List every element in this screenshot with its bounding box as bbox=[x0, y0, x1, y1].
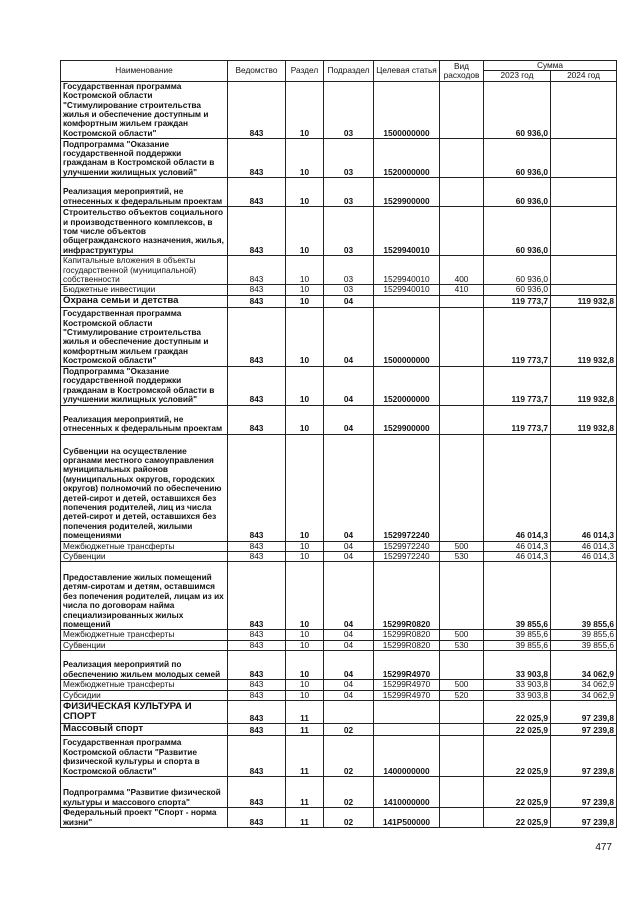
row-exptype bbox=[440, 562, 484, 630]
row-dept: 843 bbox=[228, 640, 286, 650]
row-exptype: 410 bbox=[440, 285, 484, 295]
row-name: ФИЗИЧЕСКАЯ КУЛЬТУРА И СПОРТ bbox=[61, 701, 228, 724]
table-row bbox=[61, 81, 617, 138]
row-name: Массовый спорт bbox=[61, 724, 228, 736]
row-name: Охрана семьи и детства bbox=[61, 295, 228, 307]
row-subsection: 04 bbox=[324, 541, 374, 551]
table-row bbox=[61, 562, 617, 630]
row-exptype bbox=[440, 307, 484, 366]
row-section: 10 bbox=[286, 366, 324, 405]
row-sum-2023: 39 855,6 bbox=[484, 640, 551, 650]
budget-table bbox=[60, 60, 617, 828]
row-section: 11 bbox=[286, 776, 324, 807]
table-row bbox=[61, 178, 617, 207]
row-sum-2024: 97 239,8 bbox=[551, 776, 617, 807]
row-subsection: 03 bbox=[324, 256, 374, 285]
row-exptype bbox=[440, 651, 484, 680]
row-dept: 843 bbox=[228, 285, 286, 295]
table-row bbox=[61, 630, 617, 640]
row-dept: 843 bbox=[228, 295, 286, 307]
col-dept-header: Ведомство bbox=[228, 61, 286, 82]
row-target: 1500000000 bbox=[374, 307, 440, 366]
row-target: 1520000000 bbox=[374, 139, 440, 178]
row-name: Реализация мероприятий по обеспечению жильем молодых семей bbox=[61, 651, 228, 680]
col-section-header: Раздел bbox=[286, 61, 324, 82]
row-sum-2024: 97 239,8 bbox=[551, 724, 617, 736]
row-exptype bbox=[440, 807, 484, 827]
row-sum-2024: 39 855,6 bbox=[551, 640, 617, 650]
row-section: 10 bbox=[286, 434, 324, 541]
row-sum-2024 bbox=[551, 81, 617, 138]
row-subsection bbox=[324, 701, 374, 724]
row-dept: 843 bbox=[228, 139, 286, 178]
row-sum-2024: 39 855,6 bbox=[551, 562, 617, 630]
row-sum-2023: 22 025,9 bbox=[484, 735, 551, 776]
row-name: Строительство объектов социального и производственного комплексов, в том числе объектов общегражданского назначения, жилья, инфраструктуры bbox=[61, 207, 228, 256]
row-name: Государственная программа Костромской области "Развитие физической культуры и спорта в Костромской области" bbox=[61, 735, 228, 776]
row-subsection: 04 bbox=[324, 640, 374, 650]
row-section: 10 bbox=[286, 552, 324, 562]
row-sum-2023: 39 855,6 bbox=[484, 562, 551, 630]
row-sum-2024: 39 855,6 bbox=[551, 630, 617, 640]
row-name: Государственная программа Костромской области "Стимулирование строительства жилья и обеспечение доступным и комфортным жильем граждан Костромской области" bbox=[61, 307, 228, 366]
table-row bbox=[61, 701, 617, 724]
table-row bbox=[61, 307, 617, 366]
row-sum-2024 bbox=[551, 178, 617, 207]
row-target: 1529940010 bbox=[374, 207, 440, 256]
row-target: 1520000000 bbox=[374, 366, 440, 405]
row-exptype: 500 bbox=[440, 541, 484, 551]
row-sum-2024 bbox=[551, 139, 617, 178]
row-dept: 843 bbox=[228, 735, 286, 776]
row-subsection: 03 bbox=[324, 178, 374, 207]
row-sum-2023: 60 936,0 bbox=[484, 139, 551, 178]
table-row bbox=[61, 405, 617, 434]
row-exptype: 500 bbox=[440, 680, 484, 690]
table-row bbox=[61, 256, 617, 285]
row-name: Подпрограмма "Оказание государственной поддержки гражданам в Костромской области в улучшении жилищных условий" bbox=[61, 139, 228, 178]
row-sum-2023: 119 773,7 bbox=[484, 295, 551, 307]
row-sum-2023: 46 014,3 bbox=[484, 552, 551, 562]
row-dept: 843 bbox=[228, 207, 286, 256]
row-name: Федеральный проект "Спорт - норма жизни" bbox=[61, 807, 228, 827]
row-exptype bbox=[440, 81, 484, 138]
row-dept: 843 bbox=[228, 434, 286, 541]
table-row bbox=[61, 552, 617, 562]
row-target bbox=[374, 701, 440, 724]
row-section: 11 bbox=[286, 724, 324, 736]
row-sum-2023: 46 014,3 bbox=[484, 434, 551, 541]
row-exptype bbox=[440, 178, 484, 207]
row-section: 10 bbox=[286, 139, 324, 178]
row-sum-2023: 60 936,0 bbox=[484, 285, 551, 295]
row-sum-2024: 46 014,3 bbox=[551, 541, 617, 551]
row-dept: 843 bbox=[228, 562, 286, 630]
row-subsection: 02 bbox=[324, 807, 374, 827]
row-dept: 843 bbox=[228, 724, 286, 736]
row-name: Межбюджетные трансферты bbox=[61, 541, 228, 551]
row-sum-2023: 33 903,8 bbox=[484, 690, 551, 700]
row-section: 10 bbox=[286, 285, 324, 295]
row-sum-2024: 97 239,8 bbox=[551, 807, 617, 827]
row-target: 1529972240 bbox=[374, 541, 440, 551]
row-section: 10 bbox=[286, 405, 324, 434]
row-section: 11 bbox=[286, 735, 324, 776]
row-name: Субсидии bbox=[61, 690, 228, 700]
row-target: 15299R0820 bbox=[374, 640, 440, 650]
row-target: 1529940010 bbox=[374, 256, 440, 285]
row-sum-2023: 22 025,9 bbox=[484, 724, 551, 736]
row-subsection: 04 bbox=[324, 562, 374, 630]
row-target: 15299R4970 bbox=[374, 690, 440, 700]
row-sum-2024: 34 062,9 bbox=[551, 680, 617, 690]
col-subsection-header: Подраздел bbox=[324, 61, 374, 82]
row-section: 10 bbox=[286, 680, 324, 690]
row-exptype bbox=[440, 139, 484, 178]
row-sum-2024: 46 014,3 bbox=[551, 552, 617, 562]
col-sum-header: Сумма bbox=[484, 61, 617, 71]
row-sum-2023: 60 936,0 bbox=[484, 256, 551, 285]
row-name: Субвенции на осуществление органами местного самоуправления муниципальных районов (муниципальных округов, городских округов) полномочий по обеспечению детей-сирот и детей, оставшихся без попечения родителей, лиц из числа детей-сирот и детей, оставшихся без попечения родителей, жилыми помещениями bbox=[61, 434, 228, 541]
row-sum-2024: 46 014,3 bbox=[551, 434, 617, 541]
row-subsection: 02 bbox=[324, 735, 374, 776]
col-year1-header: 2023 год bbox=[484, 71, 551, 81]
row-exptype: 530 bbox=[440, 552, 484, 562]
table-row bbox=[61, 735, 617, 776]
row-exptype: 400 bbox=[440, 256, 484, 285]
col-name-header: Наименование bbox=[61, 61, 228, 82]
table-row bbox=[61, 724, 617, 736]
table-row bbox=[61, 434, 617, 541]
row-subsection: 04 bbox=[324, 366, 374, 405]
row-sum-2024: 97 239,8 bbox=[551, 701, 617, 724]
row-sum-2024: 119 932,8 bbox=[551, 405, 617, 434]
row-dept: 843 bbox=[228, 701, 286, 724]
row-dept: 843 bbox=[228, 81, 286, 138]
row-subsection: 02 bbox=[324, 776, 374, 807]
row-sum-2023: 39 855,6 bbox=[484, 630, 551, 640]
row-name: Подпрограмма "Развитие физической культуры и массового спорта" bbox=[61, 776, 228, 807]
row-sum-2023: 22 025,9 bbox=[484, 807, 551, 827]
row-subsection: 04 bbox=[324, 405, 374, 434]
page-number: 477 bbox=[595, 842, 612, 853]
row-exptype bbox=[440, 724, 484, 736]
row-exptype bbox=[440, 776, 484, 807]
row-subsection: 03 bbox=[324, 81, 374, 138]
row-name: Бюджетные инвестиции bbox=[61, 285, 228, 295]
row-target bbox=[374, 724, 440, 736]
row-subsection: 04 bbox=[324, 295, 374, 307]
row-dept: 843 bbox=[228, 680, 286, 690]
row-sum-2024 bbox=[551, 285, 617, 295]
row-sum-2023: 119 773,7 bbox=[484, 405, 551, 434]
row-exptype bbox=[440, 405, 484, 434]
row-sum-2024: 119 932,8 bbox=[551, 307, 617, 366]
table-row bbox=[61, 807, 617, 827]
row-subsection: 04 bbox=[324, 307, 374, 366]
row-section: 10 bbox=[286, 295, 324, 307]
row-target: 141P500000 bbox=[374, 807, 440, 827]
row-target bbox=[374, 295, 440, 307]
row-dept: 843 bbox=[228, 552, 286, 562]
row-sum-2023: 22 025,9 bbox=[484, 776, 551, 807]
row-target: 1529940010 bbox=[374, 285, 440, 295]
row-section: 10 bbox=[286, 562, 324, 630]
row-section: 10 bbox=[286, 256, 324, 285]
row-target: 15299R0820 bbox=[374, 630, 440, 640]
row-sum-2023: 33 903,8 bbox=[484, 651, 551, 680]
row-exptype bbox=[440, 295, 484, 307]
row-exptype bbox=[440, 701, 484, 724]
table-row bbox=[61, 295, 617, 307]
row-target: 1500000000 bbox=[374, 81, 440, 138]
row-section: 11 bbox=[286, 701, 324, 724]
row-sum-2024: 119 932,8 bbox=[551, 295, 617, 307]
row-subsection: 02 bbox=[324, 724, 374, 736]
col-target-header: Целевая статья bbox=[374, 61, 440, 82]
row-sum-2024: 34 062,9 bbox=[551, 690, 617, 700]
row-target: 15299R4970 bbox=[374, 651, 440, 680]
row-exptype: 530 bbox=[440, 640, 484, 650]
row-section: 10 bbox=[286, 307, 324, 366]
row-name: Реализация мероприятий, не отнесенных к федеральным проектам bbox=[61, 405, 228, 434]
row-exptype bbox=[440, 207, 484, 256]
row-target: 1529900000 bbox=[374, 178, 440, 207]
row-dept: 843 bbox=[228, 178, 286, 207]
row-section: 10 bbox=[286, 178, 324, 207]
row-name: Межбюджетные трансферты bbox=[61, 630, 228, 640]
row-subsection: 03 bbox=[324, 285, 374, 295]
row-dept: 843 bbox=[228, 541, 286, 551]
row-sum-2023: 22 025,9 bbox=[484, 701, 551, 724]
row-sum-2024 bbox=[551, 256, 617, 285]
row-dept: 843 bbox=[228, 807, 286, 827]
row-sum-2023: 119 773,7 bbox=[484, 366, 551, 405]
table-row bbox=[61, 541, 617, 551]
row-name: Капитальные вложения в объекты государственной (муниципальной) собственности bbox=[61, 256, 228, 285]
row-subsection: 04 bbox=[324, 651, 374, 680]
row-target: 1400000000 bbox=[374, 735, 440, 776]
row-subsection: 04 bbox=[324, 630, 374, 640]
row-subsection: 04 bbox=[324, 552, 374, 562]
row-dept: 843 bbox=[228, 651, 286, 680]
table-body bbox=[61, 81, 617, 827]
row-section: 10 bbox=[286, 640, 324, 650]
row-dept: 843 bbox=[228, 256, 286, 285]
table-row bbox=[61, 690, 617, 700]
row-exptype bbox=[440, 434, 484, 541]
row-sum-2023: 60 936,0 bbox=[484, 178, 551, 207]
row-exptype: 500 bbox=[440, 630, 484, 640]
row-section: 10 bbox=[286, 207, 324, 256]
row-sum-2024 bbox=[551, 207, 617, 256]
row-subsection: 04 bbox=[324, 680, 374, 690]
row-name: Государственная программа Костромской области "Стимулирование строительства жилья и обеспечение доступным и комфортным жильем граждан Костромской области" bbox=[61, 81, 228, 138]
table-row bbox=[61, 776, 617, 807]
row-name: Межбюджетные трансферты bbox=[61, 680, 228, 690]
row-sum-2024: 119 932,8 bbox=[551, 366, 617, 405]
row-target: 1529900000 bbox=[374, 405, 440, 434]
row-target: 15299R4970 bbox=[374, 680, 440, 690]
row-section: 11 bbox=[286, 807, 324, 827]
row-subsection: 03 bbox=[324, 139, 374, 178]
row-dept: 843 bbox=[228, 405, 286, 434]
row-section: 10 bbox=[286, 541, 324, 551]
table-row bbox=[61, 366, 617, 405]
table-row bbox=[61, 139, 617, 178]
row-dept: 843 bbox=[228, 366, 286, 405]
row-dept: 843 bbox=[228, 630, 286, 640]
row-sum-2023: 46 014,3 bbox=[484, 541, 551, 551]
table-row bbox=[61, 651, 617, 680]
row-sum-2023: 119 773,7 bbox=[484, 307, 551, 366]
row-name: Реализация мероприятий, не отнесенных к федеральным проектам bbox=[61, 178, 228, 207]
col-exptype-header: Вид расходов bbox=[440, 61, 484, 82]
row-sum-2023: 33 903,8 bbox=[484, 680, 551, 690]
table-row bbox=[61, 680, 617, 690]
row-exptype bbox=[440, 366, 484, 405]
row-subsection: 04 bbox=[324, 434, 374, 541]
row-subsection: 03 bbox=[324, 207, 374, 256]
row-sum-2023: 60 936,0 bbox=[484, 207, 551, 256]
row-exptype bbox=[440, 735, 484, 776]
row-dept: 843 bbox=[228, 776, 286, 807]
row-name: Предоставление жилых помещений детям-сиротам и детям, оставшимся без попечения родителей, лицам из их числа по договорам найма специализированных жилых помещений bbox=[61, 562, 228, 630]
row-subsection: 04 bbox=[324, 690, 374, 700]
row-section: 10 bbox=[286, 81, 324, 138]
row-name: Субвенции bbox=[61, 640, 228, 650]
row-sum-2023: 60 936,0 bbox=[484, 81, 551, 138]
row-target: 15299R0820 bbox=[374, 562, 440, 630]
row-target: 1529972240 bbox=[374, 434, 440, 541]
table-row bbox=[61, 285, 617, 295]
row-name: Подпрограмма "Оказание государственной поддержки гражданам в Костромской области в улучшении жилищных условий" bbox=[61, 366, 228, 405]
table-row bbox=[61, 207, 617, 256]
col-year2-header: 2024 год bbox=[551, 71, 617, 81]
row-exptype: 520 bbox=[440, 690, 484, 700]
row-dept: 843 bbox=[228, 690, 286, 700]
row-target: 1529972240 bbox=[374, 552, 440, 562]
row-name: Субвенции bbox=[61, 552, 228, 562]
row-section: 10 bbox=[286, 651, 324, 680]
row-section: 10 bbox=[286, 690, 324, 700]
row-dept: 843 bbox=[228, 307, 286, 366]
row-sum-2024: 97 239,8 bbox=[551, 735, 617, 776]
row-sum-2024: 34 062,9 bbox=[551, 651, 617, 680]
row-target: 1410000000 bbox=[374, 776, 440, 807]
row-section: 10 bbox=[286, 630, 324, 640]
table-row bbox=[61, 640, 617, 650]
